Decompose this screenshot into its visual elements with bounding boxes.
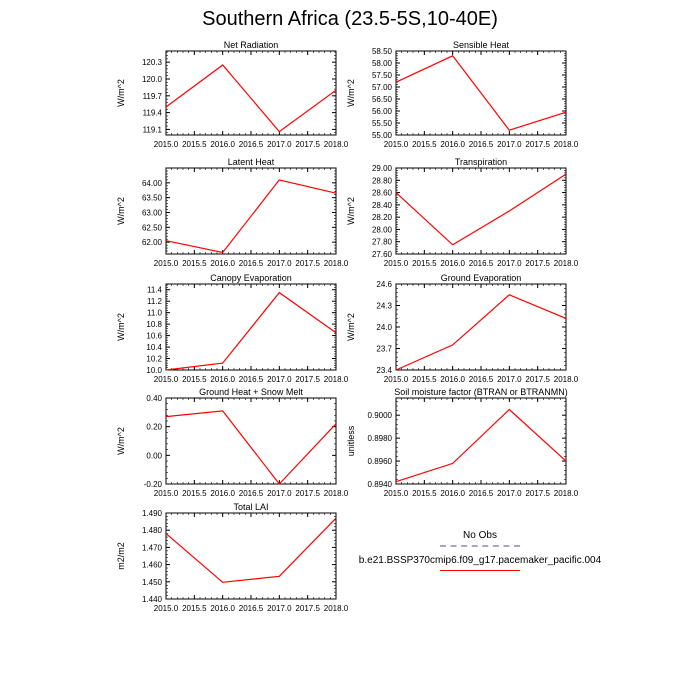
panel-6 bbox=[346, 273, 579, 384]
x-tick-label: 2015.5 bbox=[182, 489, 207, 498]
x-tick-label: 2016.5 bbox=[468, 259, 494, 268]
x-tick-label: 2015.5 bbox=[412, 140, 437, 149]
x-tick-label: 2015.5 bbox=[182, 604, 207, 613]
y-tick-label: 0.20 bbox=[146, 422, 162, 432]
y-tick-label: 120.3 bbox=[141, 58, 162, 68]
y-tick-label: 24.3 bbox=[376, 301, 392, 311]
x-tick-label: 2017.0 bbox=[497, 259, 522, 268]
panel-3 bbox=[116, 157, 349, 268]
x-tick-label: 2015.0 bbox=[383, 375, 409, 384]
x-tick-label: 2016.5 bbox=[238, 375, 264, 384]
y-tick-label: 28.80 bbox=[371, 176, 392, 186]
panel-title: Ground Heat + Snow Melt bbox=[199, 387, 303, 397]
plot-frame bbox=[166, 51, 336, 135]
x-tick-label: 2016.0 bbox=[210, 489, 235, 498]
legend-model-swatch bbox=[440, 570, 520, 571]
x-tick-label: 2016.0 bbox=[440, 375, 465, 384]
x-tick-label: 2017.0 bbox=[267, 375, 292, 384]
legend-model-label: b.e21.BSSP370cmip6.f09_g17.pacemaker_pacific.004 bbox=[358, 555, 602, 566]
x-tick-label: 2018.0 bbox=[323, 489, 349, 498]
x-tick-label: 2016.5 bbox=[468, 375, 494, 384]
y-tick-label: 62.50 bbox=[141, 223, 162, 233]
x-tick-label: 2017.5 bbox=[525, 489, 550, 498]
legend-obs-swatch bbox=[440, 545, 520, 547]
x-tick-label: 2017.0 bbox=[267, 140, 292, 149]
plot-frame bbox=[166, 168, 336, 254]
x-tick-label: 2015.5 bbox=[412, 375, 437, 384]
x-tick-label: 2016.5 bbox=[468, 140, 494, 149]
y-tick-label: 0.9000 bbox=[367, 411, 392, 421]
y-tick-label: 120.0 bbox=[141, 75, 162, 84]
series-line bbox=[396, 174, 566, 245]
x-tick-label: 2017.0 bbox=[267, 604, 292, 613]
series-line bbox=[396, 56, 566, 130]
y-tick-label: 10.8 bbox=[146, 320, 162, 330]
x-tick-label: 2016.5 bbox=[238, 489, 264, 498]
y-tick-label: 55.50 bbox=[371, 119, 392, 128]
y-tick-label: 56.00 bbox=[371, 107, 392, 116]
y-tick-label: 24.0 bbox=[376, 323, 392, 332]
x-tick-label: 2015.5 bbox=[412, 489, 437, 498]
y-tick-label: 57.00 bbox=[371, 83, 392, 92]
x-tick-label: 2016.0 bbox=[210, 604, 235, 613]
y-tick-label: 1.460 bbox=[141, 560, 162, 570]
x-tick-label: 2015.0 bbox=[153, 140, 179, 149]
plot-frame bbox=[396, 398, 566, 484]
x-tick-label: 2017.5 bbox=[295, 489, 320, 498]
x-tick-label: 2015.0 bbox=[153, 604, 179, 613]
y-tick-label: 10.6 bbox=[146, 331, 162, 341]
x-tick-label: 2015.0 bbox=[153, 489, 179, 498]
y-tick-label: 28.40 bbox=[371, 200, 392, 210]
x-tick-label: 2015.0 bbox=[153, 259, 179, 268]
y-tick-label: 1.490 bbox=[141, 509, 162, 518]
x-tick-label: 2015.0 bbox=[153, 375, 179, 384]
y-tick-label: 57.50 bbox=[371, 71, 392, 80]
x-tick-label: 2015.5 bbox=[182, 259, 207, 268]
plot-frame bbox=[396, 168, 566, 254]
y-axis-label: W/m^2 bbox=[116, 79, 126, 107]
x-tick-label: 2018.0 bbox=[323, 259, 349, 268]
y-axis-label: W/m^2 bbox=[116, 313, 126, 341]
y-tick-label: 0.00 bbox=[146, 451, 162, 461]
x-tick-label: 2015.5 bbox=[182, 375, 207, 384]
panel-title: Sensible Heat bbox=[452, 40, 510, 50]
y-axis-label: W/m^2 bbox=[116, 427, 126, 455]
panel-title: Total LAI bbox=[233, 502, 269, 512]
y-axis-label: m2/m2 bbox=[116, 542, 126, 570]
panel-5 bbox=[116, 273, 349, 384]
x-tick-label: 2015.0 bbox=[383, 489, 409, 498]
y-tick-label: 28.20 bbox=[371, 213, 392, 223]
y-tick-label: 28.00 bbox=[371, 225, 392, 235]
x-tick-label: 2018.0 bbox=[323, 375, 349, 384]
x-tick-label: 2016.0 bbox=[440, 140, 465, 149]
y-tick-label: 63.50 bbox=[141, 193, 162, 203]
x-tick-label: 2017.0 bbox=[497, 489, 522, 498]
x-tick-label: 2016.0 bbox=[210, 375, 235, 384]
x-tick-label: 2015.0 bbox=[383, 140, 409, 149]
y-tick-label: 24.6 bbox=[376, 280, 392, 289]
panel-4 bbox=[346, 157, 579, 268]
y-tick-label: 119.1 bbox=[142, 125, 162, 135]
x-tick-label: 2017.5 bbox=[525, 259, 550, 268]
y-tick-label: 63.00 bbox=[141, 208, 162, 218]
plot-frame bbox=[166, 398, 336, 484]
y-tick-label: 1.450 bbox=[141, 577, 162, 587]
panel-title: Canopy Evaporation bbox=[210, 273, 292, 283]
x-tick-label: 2018.0 bbox=[553, 489, 579, 498]
y-axis-label: W/m^2 bbox=[346, 313, 356, 341]
y-axis-label: W/m^2 bbox=[346, 79, 356, 107]
figure-title: Southern Africa (23.5-5S,10-40E) bbox=[202, 8, 498, 30]
x-tick-label: 2018.0 bbox=[323, 140, 349, 149]
y-tick-label: 58.00 bbox=[371, 59, 392, 68]
x-tick-label: 2016.0 bbox=[440, 489, 465, 498]
x-tick-label: 2016.0 bbox=[210, 140, 235, 149]
y-tick-label: 11.0 bbox=[147, 308, 162, 318]
x-tick-label: 2015.5 bbox=[412, 259, 437, 268]
plot-frame bbox=[396, 284, 566, 370]
panel-title: Net Radiation bbox=[223, 40, 279, 50]
panel-9 bbox=[116, 502, 349, 613]
y-tick-label: 1.470 bbox=[141, 543, 162, 553]
y-tick-label: 11.2 bbox=[147, 297, 162, 307]
panel-8 bbox=[346, 387, 579, 498]
x-tick-label: 2017.0 bbox=[267, 259, 292, 268]
y-axis-label: W/m^2 bbox=[346, 197, 356, 225]
x-tick-label: 2018.0 bbox=[323, 604, 349, 613]
y-tick-label: -0.20 bbox=[143, 480, 162, 489]
x-tick-label: 2016.0 bbox=[210, 259, 235, 268]
panel-1 bbox=[116, 40, 349, 149]
x-tick-label: 2017.0 bbox=[267, 489, 292, 498]
x-tick-label: 2016.5 bbox=[238, 140, 264, 149]
x-tick-label: 2017.5 bbox=[295, 604, 320, 613]
y-tick-label: 1.440 bbox=[141, 595, 162, 604]
y-tick-label: 10.2 bbox=[146, 354, 162, 364]
legend bbox=[350, 530, 610, 579]
y-tick-label: 58.50 bbox=[371, 47, 392, 56]
y-tick-label: 28.60 bbox=[371, 188, 392, 198]
y-axis-label: unitless bbox=[346, 425, 356, 457]
x-tick-label: 2015.0 bbox=[383, 259, 409, 268]
panel-title: Latent Heat bbox=[227, 157, 275, 167]
y-tick-label: 0.8940 bbox=[367, 480, 392, 489]
x-tick-label: 2017.5 bbox=[525, 140, 550, 149]
series-line bbox=[396, 295, 566, 370]
x-tick-label: 2015.5 bbox=[182, 140, 207, 149]
x-tick-label: 2017.5 bbox=[295, 140, 320, 149]
panel-2 bbox=[346, 40, 579, 149]
y-tick-label: 11.4 bbox=[147, 285, 162, 295]
y-tick-label: 0.8960 bbox=[367, 457, 392, 467]
x-tick-label: 2017.5 bbox=[525, 375, 550, 384]
series-line bbox=[396, 410, 566, 482]
y-tick-label: 0.40 bbox=[146, 394, 162, 403]
y-tick-label: 23.4 bbox=[376, 366, 392, 375]
y-tick-label: 27.60 bbox=[371, 250, 392, 259]
y-tick-label: 62.00 bbox=[141, 238, 162, 248]
y-axis-label: W/m^2 bbox=[116, 197, 126, 225]
y-tick-label: 27.80 bbox=[371, 237, 392, 247]
y-tick-label: 119.4 bbox=[142, 108, 162, 118]
y-tick-label: 10.4 bbox=[146, 343, 162, 353]
y-tick-label: 55.00 bbox=[371, 131, 392, 140]
series-line bbox=[166, 411, 336, 484]
y-tick-label: 119.7 bbox=[142, 91, 162, 101]
panel-7 bbox=[116, 387, 349, 498]
y-tick-label: 56.50 bbox=[371, 95, 392, 104]
y-tick-label: 0.8980 bbox=[367, 434, 392, 444]
series-line bbox=[166, 518, 336, 582]
y-tick-label: 10.0 bbox=[146, 366, 162, 375]
x-tick-label: 2017.5 bbox=[295, 259, 320, 268]
x-tick-label: 2018.0 bbox=[553, 375, 579, 384]
x-tick-label: 2017.0 bbox=[497, 375, 522, 384]
series-line bbox=[166, 180, 336, 253]
panel-title: Soil moisture factor (BTRAN or BTRANMN) bbox=[394, 387, 568, 397]
x-tick-label: 2017.5 bbox=[295, 375, 320, 384]
series-line bbox=[166, 65, 336, 132]
y-tick-label: 1.480 bbox=[141, 526, 162, 536]
series-line bbox=[166, 293, 336, 370]
x-tick-label: 2017.0 bbox=[497, 140, 522, 149]
panel-title: Transpiration bbox=[454, 157, 508, 167]
legend-obs-label: No Obs bbox=[463, 530, 497, 541]
x-tick-label: 2016.5 bbox=[468, 489, 494, 498]
x-tick-label: 2016.5 bbox=[238, 604, 264, 613]
y-tick-label: 23.7 bbox=[376, 344, 392, 354]
x-tick-label: 2016.5 bbox=[238, 259, 264, 268]
x-tick-label: 2018.0 bbox=[553, 140, 579, 149]
panel-title: Ground Evaporation bbox=[440, 273, 522, 283]
x-tick-label: 2018.0 bbox=[553, 259, 579, 268]
y-tick-label: 29.00 bbox=[371, 164, 392, 173]
x-tick-label: 2016.0 bbox=[440, 259, 465, 268]
y-tick-label: 64.00 bbox=[141, 178, 162, 188]
